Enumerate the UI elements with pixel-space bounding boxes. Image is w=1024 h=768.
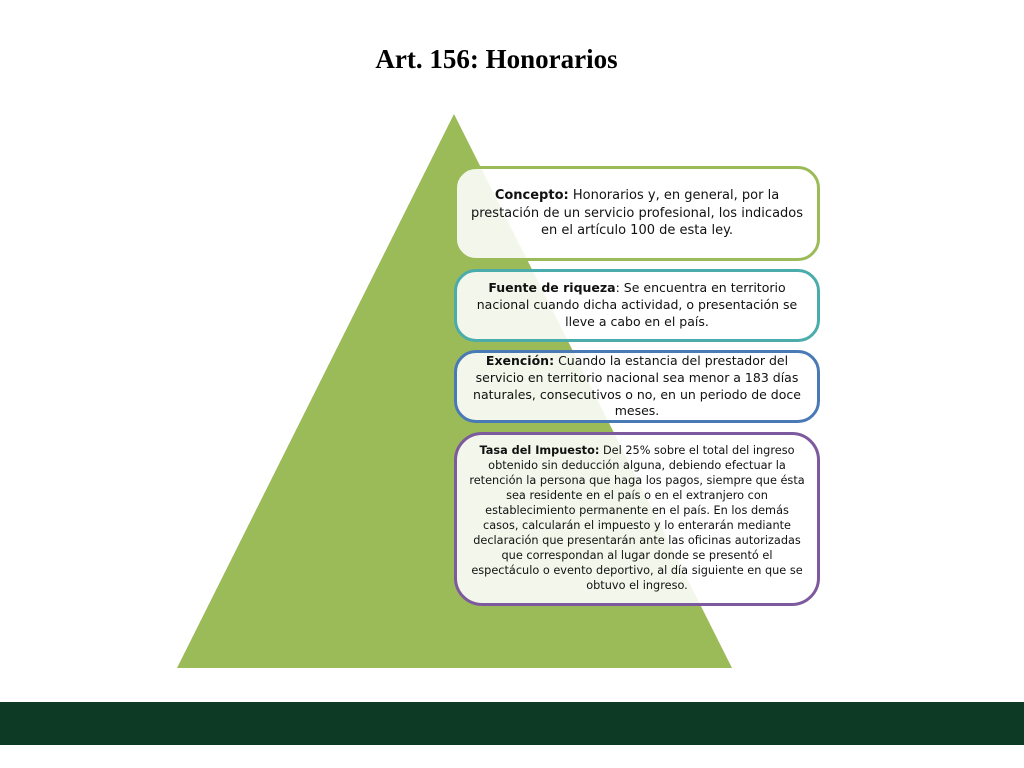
fuente-label: Fuente de riqueza [488, 280, 616, 296]
level-tasa-del-impuesto [454, 432, 820, 606]
exencion-label: Exención: [485, 352, 555, 368]
level-concepto [454, 166, 820, 261]
tasa-text: Del 25% sobre el total del ingreso obtenido sin deducción alguna, debiendo efectuar la retención la persona que haga los pagos, siempre que ésta sea residente en el país o en el extranjero con establecimiento permanente en el país. En los demás casos, calcularán el impuesto y lo enterarán mediante declaración que presentarán ante las oficinas autorizadas que correspondan al lugar donde se presentó el espectáculo o evento deportivo, al día siguiente en que se obtuvo el ingreso. [469, 444, 805, 592]
level-exencion [454, 350, 820, 423]
slide-title: Art. 156: Honorarios [375, 44, 618, 74]
concepto-label: Concepto: [494, 188, 569, 204]
fuente-text: : Se encuentra en territorio nacional cuando dicha actividad, o presentación se lleve a cabo en el país. [476, 280, 798, 329]
exencion-text: Cuando la estancia del prestador del servicio en territorio nacional sea menor a 183 días naturales, consecutivos o no, en un periodo de doce meses. [473, 352, 801, 419]
footer-bar [0, 702, 1024, 745]
tasa-label: Tasa del Impuesto: [479, 444, 600, 458]
level-fuente-de-riqueza [454, 269, 820, 342]
concepto-text: Honorarios y, en general, por la prestación de un servicio profesional, los indicados en el artículo 100 de esta ley. [470, 188, 804, 239]
